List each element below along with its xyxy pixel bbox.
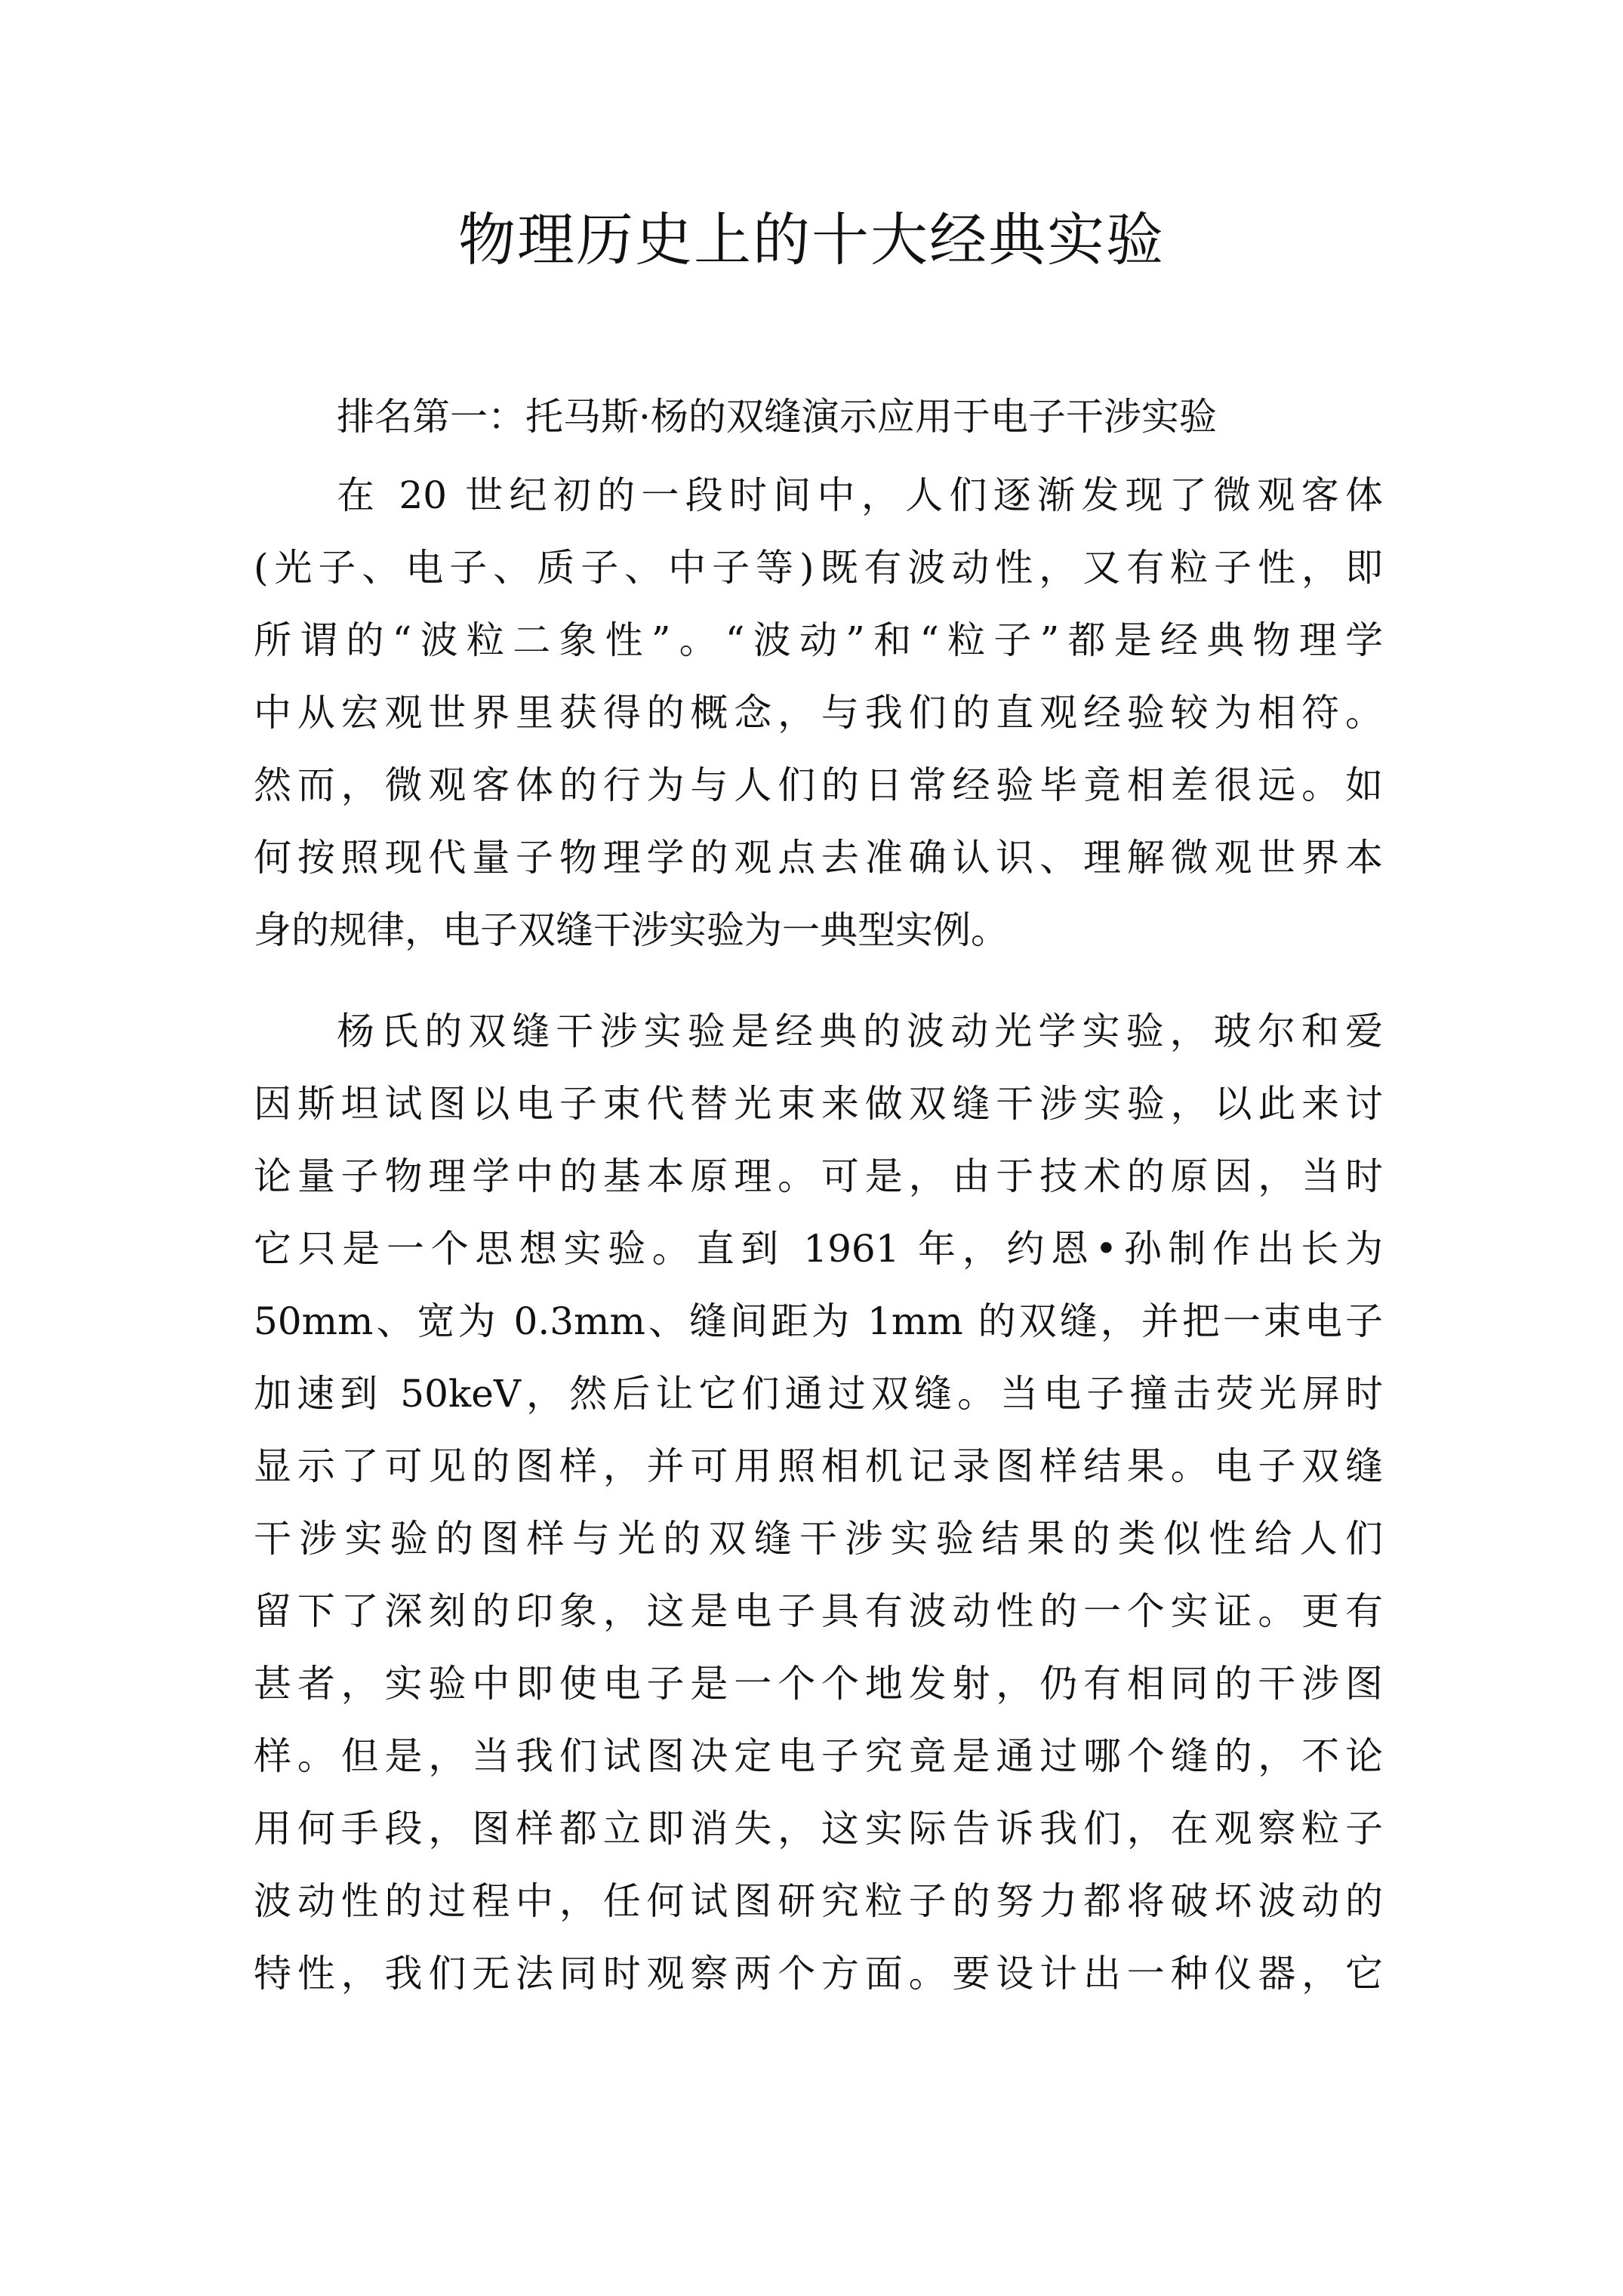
document-title: 物理历史上的十大经典实验 — [458, 206, 1165, 273]
paragraph-2-line-14: 特性，我们无法同时观察两个方面。要设计出一种仪器，它 — [254, 1952, 1383, 1996]
paragraph-1-line-3: 所谓的“波粒二象性”。“波动”和“粒子”都是经典物理学 — [254, 618, 1383, 662]
paragraph-2-line-12: 用何手段，图样都立即消失，这实际告诉我们，在观察粒子 — [254, 1807, 1383, 1851]
paragraph-2-line-5: 50mm、宽为 0.3mm、缝间距为 1mm 的双缝，并把一束电子 — [254, 1299, 1383, 1343]
paragraph-1-line-5: 然而，微观客体的行为与人们的日常经验毕竟相差很远。如 — [254, 763, 1383, 807]
paragraph-2-line-4: 它只是一个思想实验。直到 1961 年，约恩•孙制作出长为 — [254, 1227, 1383, 1271]
paragraph-1-line-7: 身的规律，电子双缝干涉实验为一典型实例。 — [254, 908, 1009, 952]
paragraph-2-line-6: 加速到 50keV，然后让它们通过双缝。当电子撞击荧光屏时 — [254, 1372, 1383, 1416]
paragraph-2-line-9: 留下了深刻的印象，这是电子具有波动性的一个实证。更有 — [254, 1589, 1383, 1633]
paragraph-2-line-11: 样。但是，当我们试图决定电子究竟是通过哪个缝的，不论 — [254, 1734, 1383, 1778]
paragraph-2-line-13: 波动性的过程中，任何试图研究粒子的努力都将破坏波动的 — [254, 1879, 1383, 1923]
paragraph-2-line-8: 干涉实验的图样与光的双缝干涉实验结果的类似性给人们 — [254, 1517, 1383, 1561]
paragraph-1-line-4: 中从宏观世界里获得的概念，与我们的直观经验较为相符。 — [254, 691, 1383, 735]
paragraph-2-line-2: 因斯坦试图以电子束代替光束来做双缝干涉实验，以此来讨 — [254, 1082, 1383, 1126]
paragraph-1-line-1: 在 20 世纪初的一段时间中，人们逐渐发现了微观客体 — [337, 473, 1383, 517]
paragraph-2-line-1: 杨氏的双缝干涉实验是经典的波动光学实验，玻尔和爱 — [337, 1009, 1383, 1053]
paragraph-2-line-3: 论量子物理学中的基本原理。可是，由于技术的原因，当时 — [254, 1154, 1383, 1198]
paragraph-2-line-10: 甚者，实验中即使电子是一个个地发射，仍有相同的干涉图 — [254, 1662, 1383, 1706]
paragraph-1-line-2: (光子、电子、质子、中子等)既有波动性，又有粒子性，即 — [254, 546, 1383, 590]
paragraph-2-line-7: 显示了可见的图样，并可用照相机记录图样结果。电子双缝 — [254, 1444, 1383, 1488]
paragraph-1-line-6: 何按照现代量子物理学的观点去准确认识、理解微观世界本 — [254, 836, 1383, 880]
section-heading: 排名第一：托马斯·杨的双缝演示应用于电子干涉实验 — [337, 395, 1217, 439]
